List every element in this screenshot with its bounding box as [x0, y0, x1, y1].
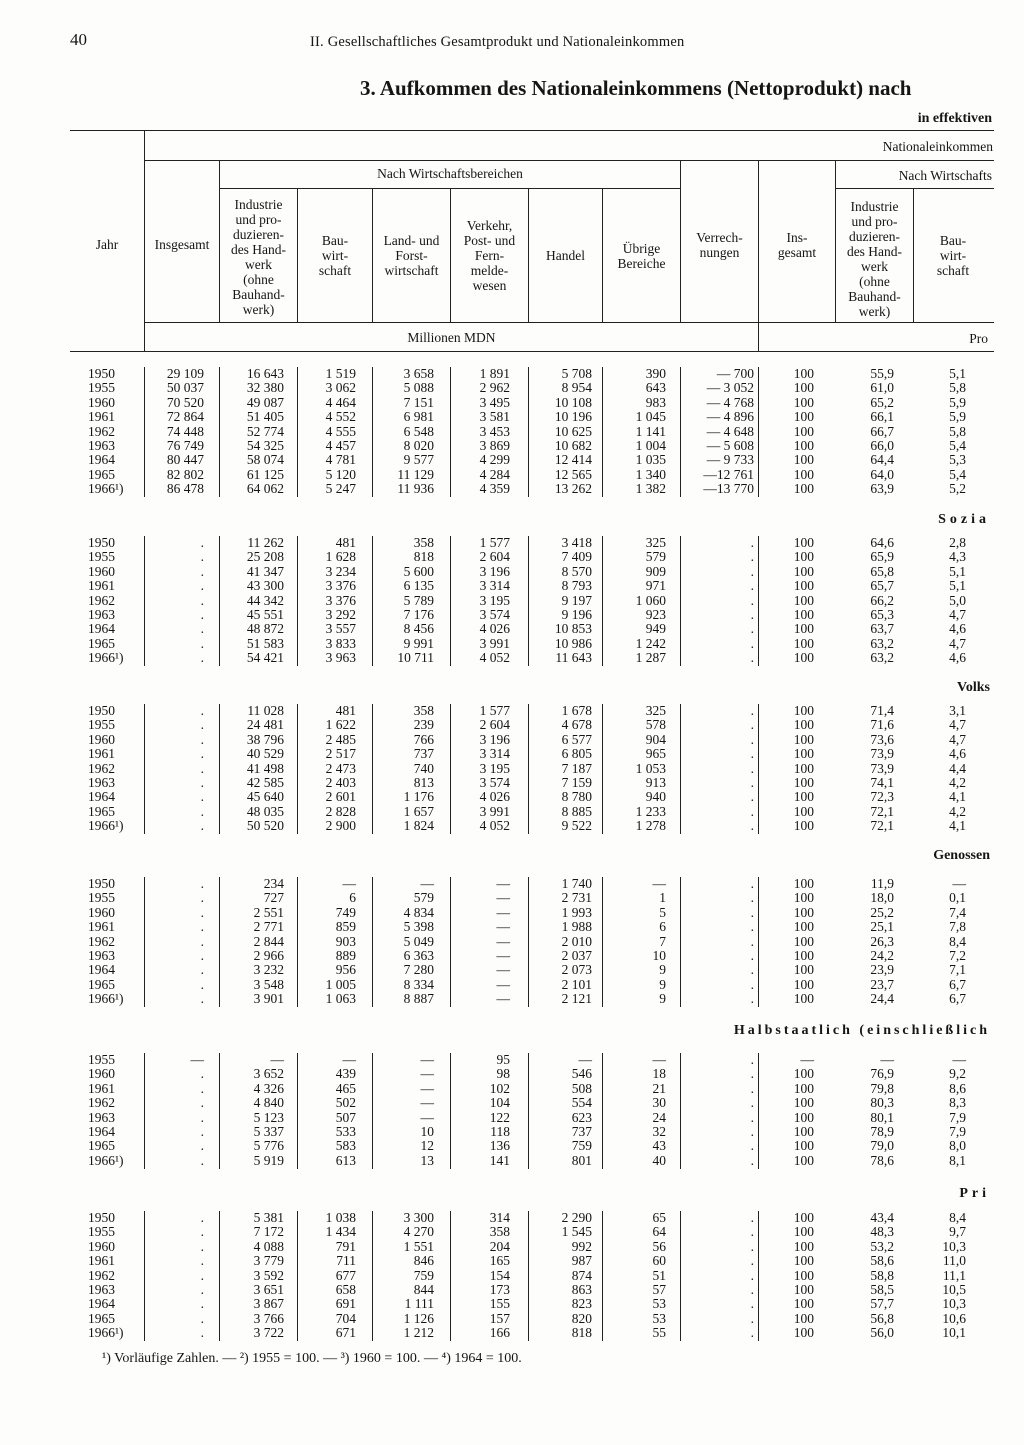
table-row: 1955 50 037 32 380 3 062 5 088 2 962 8 954 643 — 3 052 100 61,0 5,8 — [88, 380, 966, 396]
table-title: 3. Aufkommen des Nationaleinkommens (Nettoprodukt) nach — [360, 76, 912, 100]
table-row: 1964 80 447 58 074 4 781 9 577 4 299 12 414 1 035 — 9 733 100 64,4 5,3 — [88, 452, 966, 468]
rule-under-nationaleinkommen — [145, 160, 994, 161]
table-row: 1963 . 2 966 889 6 363 — 2 037 10 . 100 24,2 7,2 — [88, 948, 966, 963]
table-row: 1966¹) . 3 901 1 063 8 887 — 2 121 9 . 100 24,4 6,7 — [88, 991, 966, 1007]
unit-millionen-mdn: Millionen MDN — [407, 330, 496, 345]
table-row: 1963 . 5 123 507 — 122 623 24 . 100 80,1 7,9 — [88, 1109, 966, 1125]
table-row: 1966¹) . 50 520 2 900 1 824 4 052 9 522 1 278 . 100 72,1 4,1 — [88, 818, 966, 834]
table-row: 1966¹) . 54 421 3 963 10 711 4 052 11 643 1 287 . 100 63,2 4,6 — [88, 650, 966, 666]
group-wirtschaftsbereiche: Nach Wirtschaftsbereichen — [377, 166, 523, 181]
col-verkehr: Verkehr, Post- und Fern- melde- wesen — [463, 218, 516, 293]
table-row: 1964 . 5 337 533 10 118 737 32 . 100 78,9 7,9 — [88, 1124, 966, 1139]
section-label-volkseigen: Volks — [957, 680, 990, 695]
table-row: 1962 . 44 342 3 376 5 789 3 195 9 197 1 060 . 100 66,2 5,0 — [88, 592, 966, 608]
col-land-forst: Land- und Forst- wirtschaft — [383, 233, 440, 278]
table-row: 1961 . 4 326 465 — 102 508 21 . 100 79,8 8,6 — [88, 1080, 966, 1096]
table-row: 1964 . 45 640 2 601 1 176 4 026 8 780 940 . 100 72,3 4,1 — [88, 789, 966, 805]
table-row: 1963 . 42 585 2 403 813 3 574 7 159 913 . 100 74,1 4,2 — [88, 775, 966, 790]
table-row: 1963 . 45 551 3 292 7 176 3 574 9 196 923 . 100 65,3 4,7 — [88, 607, 966, 622]
table-row: 1950 29 109 16 643 1 519 3 658 1 891 5 708 390 — 700 100 55,9 5,1 — [88, 366, 966, 381]
table-row: 1962 74 448 52 774 4 555 6 548 3 453 10 625 1 141 — 4 648 100 66,7 5,8 — [88, 423, 966, 439]
col-bauwirtschaft: Bau- wirt- schaft — [318, 233, 352, 278]
table-row: 1960 . 2 551 749 4 834 — 1 993 5 . 100 25,2 7,4 — [88, 904, 966, 920]
unit-prozent: Pro — [969, 331, 988, 346]
group-wirtschafts: Nach Wirtschafts — [898, 168, 992, 183]
table-row: 1961 . 3 779 711 846 165 987 60 . 100 58,6 11,0 — [88, 1253, 966, 1269]
table-row: 1955 . 24 481 1 622 239 2 604 4 678 578 . 100 71,6 4,7 — [88, 717, 966, 733]
table-row: 1955 . 25 208 1 628 818 2 604 7 409 579 . 100 65,9 4,3 — [88, 549, 966, 565]
table-row: 1961 . 43 300 3 376 6 135 3 314 8 793 971 . 100 65,7 5,1 — [88, 578, 966, 594]
table-row: 1961 . 2 771 859 5 398 — 1 988 6 . 100 25,1 7,8 — [88, 919, 966, 935]
col-jahr: Jahr — [95, 237, 119, 252]
group-nationaleinkommen: Nationaleinkommen — [882, 139, 993, 154]
table-row: 1950 . 11 028 481 358 1 577 1 678 325 . 100 71,4 3,1 — [88, 703, 966, 718]
section-label-halbstaatlich: Halbstaatlich (einschließlich — [733, 1023, 990, 1038]
table-row: 1964 . 3 232 956 7 280 — 2 073 9 . 100 23,9 7,1 — [88, 962, 966, 978]
col-p-industrie: Industrie und pro- duzieren- des Hand- werk (ohne Bauhand- werk) — [846, 199, 903, 319]
table-row: 1960 . 4 088 791 1 551 204 992 56 . 100 53,2 10,3 — [88, 1238, 966, 1254]
table-row: 1965 . 3 766 704 1 126 157 820 53 . 100 56,8 10,6 — [88, 1310, 966, 1326]
table-row: 1960 . 41 347 3 234 5 600 3 196 8 570 909 . 100 65,8 5,1 — [88, 563, 966, 579]
table-row: 1966¹) . 3 722 671 1 212 166 818 55 . 100 56,0 10,1 — [88, 1325, 966, 1341]
table-row: 1955 — — — — 95 — — . — — — — [88, 1052, 966, 1067]
table-row: 1963 . 3 651 658 844 173 863 57 . 100 58,5 10,5 — [88, 1282, 966, 1297]
table-row: 1963 76 749 54 325 4 457 8 020 3 869 10 682 1 004 — 5 608 100 66,0 5,4 — [88, 438, 966, 453]
table-row: 1950 . 5 381 1 038 3 300 314 2 290 65 . 100 43,4 8,4 — [88, 1210, 966, 1225]
table-row: 1955 . 727 6 579 — 2 731 1 . 100 18,0 0,1 — [88, 890, 966, 906]
table-row: 1965 . 48 035 2 828 1 657 3 991 8 885 1 233 . 100 72,1 4,2 — [88, 803, 966, 819]
table-row: 1962 . 4 840 502 — 104 554 30 . 100 80,3 8,3 — [88, 1095, 966, 1111]
table-row: 1960 70 520 49 087 4 464 7 151 3 495 10 108 983 — 4 768 100 65,2 5,9 — [88, 394, 966, 410]
section-label-sozialistisch: Sozia — [938, 512, 990, 527]
table-row: 1962 . 41 498 2 473 740 3 195 7 187 1 053 . 100 73,9 4,4 — [88, 760, 966, 776]
table-row: 1964 . 3 867 691 1 111 155 823 53 . 100 57,7 10,3 — [88, 1296, 966, 1312]
header-bottom-rule — [70, 351, 994, 352]
col-verrechnungen: Verrech- nungen — [696, 230, 743, 260]
col-insgesamt: Insgesamt — [154, 237, 210, 252]
table-row: 1961 72 864 51 405 4 552 6 981 3 581 10 196 1 045 — 4 896 100 66,1 5,9 — [88, 409, 966, 425]
col-p-insgesamt: Ins- gesamt — [777, 230, 817, 260]
col-industrie: Industrie und pro- duzieren- des Hand- werk (ohne Bauhand- werk) — [230, 197, 287, 317]
page-number: 40 — [70, 30, 87, 49]
footnote: ¹) Vorläufige Zahlen. — ²) 1955 = 100. — ³) 1960 = 100. — ⁴) 1964 = 100. — [102, 1351, 522, 1366]
table-row: 1962 . 2 844 903 5 049 — 2 010 7 . 100 26,3 8,4 — [88, 933, 966, 949]
top-rule — [70, 130, 994, 131]
table-row: 1960 . 38 796 2 485 766 3 196 6 577 904 . 100 73,6 4,7 — [88, 731, 966, 747]
table-row: 1965 . 3 548 1 005 8 334 — 2 101 9 . 100 23,7 6,7 — [88, 976, 966, 992]
col-handel: Handel — [546, 248, 585, 263]
table-subtitle: in effektiven — [917, 111, 992, 126]
section-label-genossenschaftlich: Genossen — [933, 848, 990, 863]
table-row: 1966¹) 86 478 64 062 5 247 11 936 4 359 13 262 1 382 —13 770 100 63,9 5,2 — [88, 481, 966, 497]
rule-under-column-heads — [145, 322, 994, 323]
table-row: 1961 . 40 529 2 517 737 3 314 6 805 965 . 100 73,9 4,6 — [88, 746, 966, 762]
col-p-bauwirtschaft: Bau- wirt- schaft — [936, 233, 970, 278]
table-row: 1966¹) . 5 919 613 13 141 801 40 . 100 78,6 8,1 — [88, 1152, 966, 1168]
table-row: 1950 . 234 — — — 1 740 — . 100 11,9 — — [88, 876, 966, 891]
table-row: 1964 . 48 872 3 557 8 456 4 026 10 853 949 . 100 63,7 4,6 — [88, 621, 966, 637]
table-row: 1962 . 3 592 677 759 154 874 51 . 100 58,8 11,1 — [88, 1267, 966, 1283]
table-row: 1965 82 802 61 125 5 120 11 129 4 284 12 565 1 340 —12 761 100 64,0 5,4 — [88, 466, 966, 482]
running-title: II. Gesellschaftliches Gesamtprodukt und Nationaleinkommen — [310, 34, 685, 50]
table-row: 1955 . 7 172 1 434 4 270 358 1 545 64 . 100 48,3 9,7 — [88, 1224, 966, 1240]
col-uebrige: Übrige Bereiche — [617, 241, 666, 271]
table-row: 1950 . 11 262 481 358 1 577 3 418 325 . 100 64,6 2,8 — [88, 535, 966, 550]
table-row: 1965 . 5 776 583 12 136 759 43 . 100 79,0 8,0 — [88, 1138, 966, 1154]
table-row: 1965 . 51 583 3 833 9 991 3 991 10 986 1 242 . 100 63,2 4,7 — [88, 635, 966, 651]
section-label-privat: Pri — [959, 1186, 990, 1201]
rule-under-wirtschafts — [836, 188, 994, 189]
table-row: 1960 . 3 652 439 — 98 546 18 . 100 76,9 9,2 — [88, 1066, 966, 1082]
